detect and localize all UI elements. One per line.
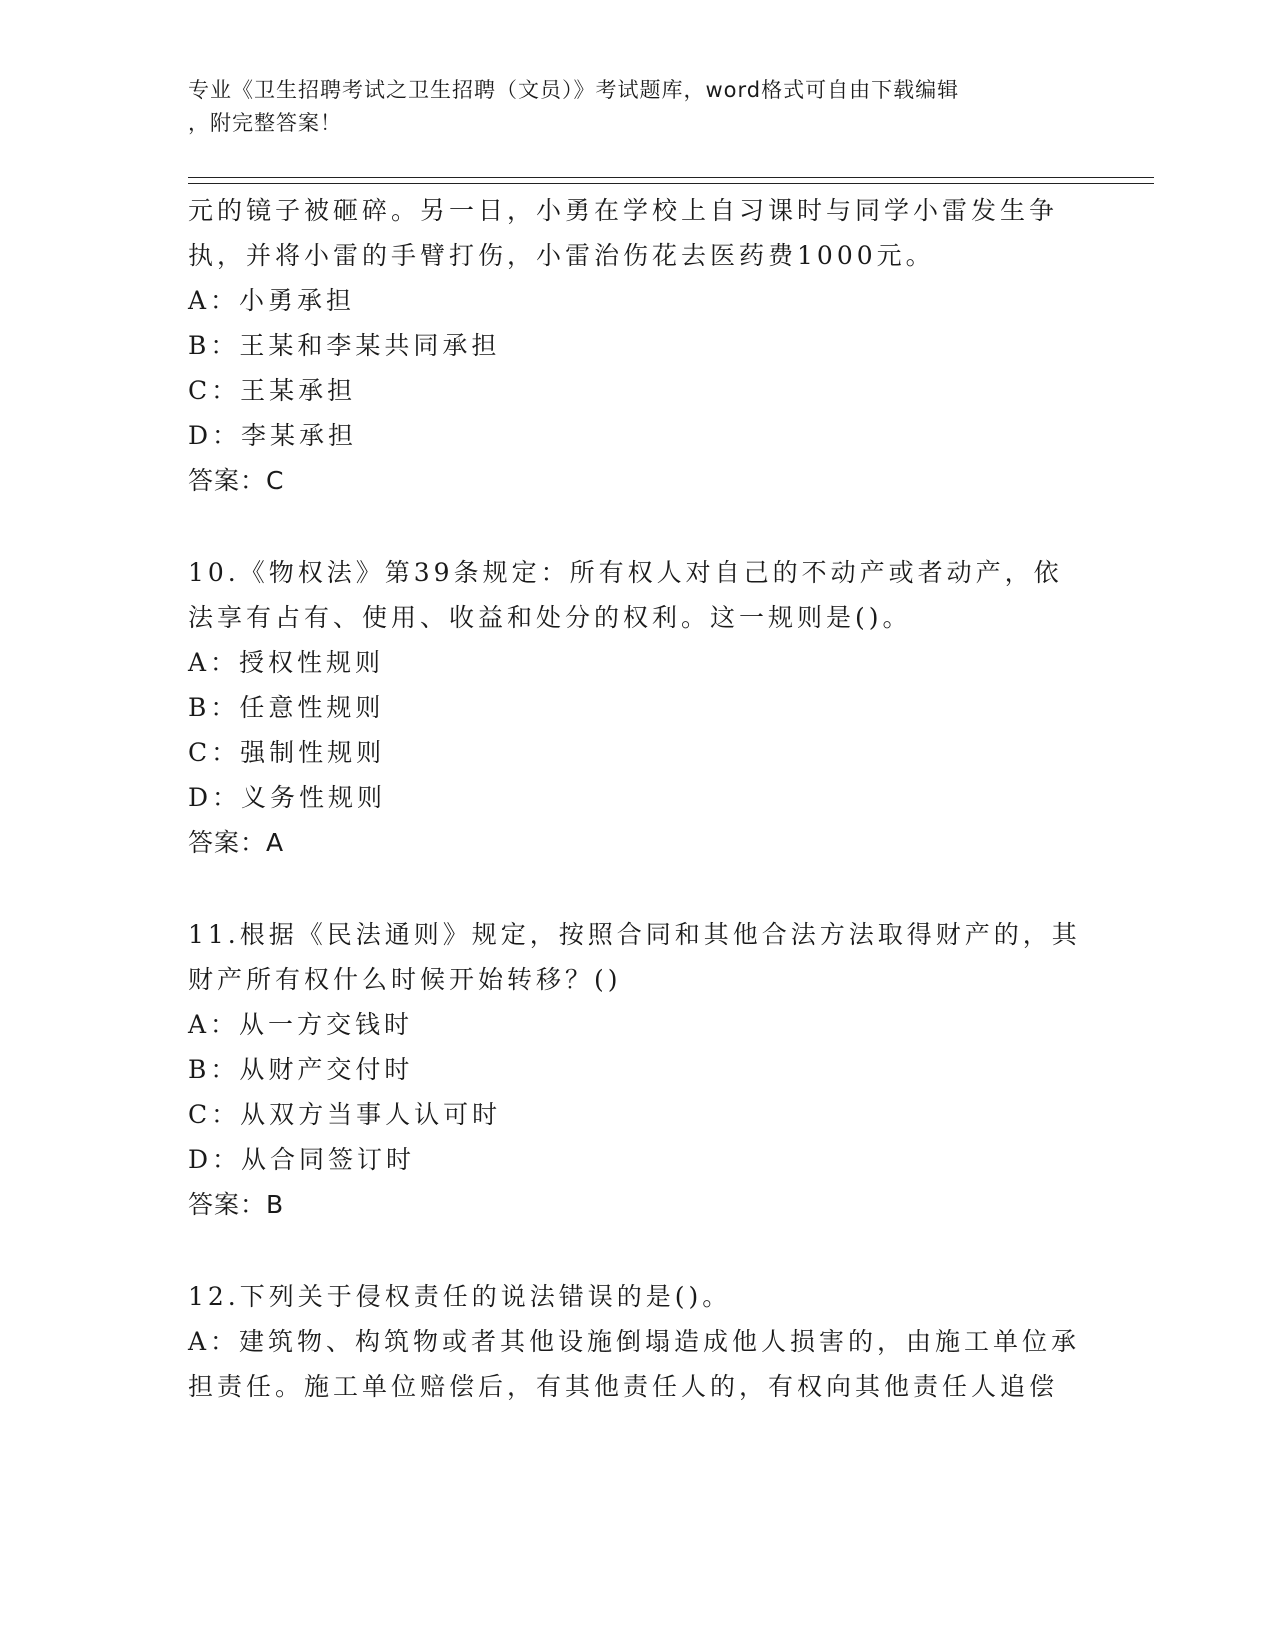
option-b: B：从财产交付时 bbox=[188, 1055, 414, 1084]
answer: 答案：C bbox=[188, 466, 285, 495]
option-a: A：授权性规则 bbox=[188, 648, 385, 677]
option-d: D：李某承担 bbox=[188, 421, 358, 450]
question-stem: 财产所有权什么时候开始转移？() bbox=[188, 965, 622, 994]
option-a: A：从一方交钱时 bbox=[188, 1010, 414, 1039]
question-stem: 12.下列关于侵权责任的说法错误的是()。 bbox=[188, 1282, 732, 1311]
question-9 bbox=[188, 188, 1068, 503]
option-a-continued: 担责任。施工单位赔偿后，有其他责任人的，有权向其他责任人追偿 bbox=[188, 1372, 1059, 1401]
header-divider-top bbox=[188, 177, 1154, 178]
answer: 答案：B bbox=[188, 1190, 285, 1219]
question-11 bbox=[188, 912, 1081, 1227]
answer: 答案：A bbox=[188, 828, 285, 857]
header-line-1: 专业《卫生招聘考试之卫生招聘（文员）》考试题库，word格式可自由下载编辑 bbox=[188, 78, 960, 102]
option-a: A：小勇承担 bbox=[188, 286, 356, 315]
option-a: A：建筑物、构筑物或者其他设施倒塌造成他人损害的，由施工单位承 bbox=[188, 1327, 1081, 1356]
option-d: D：从合同签订时 bbox=[188, 1145, 416, 1174]
question-content bbox=[188, 188, 1081, 1409]
question-stem: 法享有占有、使用、收益和处分的权利。这一规则是()。 bbox=[188, 603, 912, 632]
question-stem: 10.《物权法》第39条规定：所有权人对自己的不动产或者动产，依 bbox=[188, 558, 1063, 587]
option-b: B：任意性规则 bbox=[188, 693, 385, 722]
document-header bbox=[188, 74, 1068, 140]
question-stem: 执，并将小雷的手臂打伤，小雷治伤花去医药费1000元。 bbox=[188, 241, 935, 270]
header-line-2: ，附完整答案！ bbox=[188, 111, 342, 135]
option-d: D：义务性规则 bbox=[188, 783, 387, 812]
option-b: B：王某和李某共同承担 bbox=[188, 331, 501, 360]
question-10 bbox=[188, 550, 1068, 865]
question-12 bbox=[188, 1274, 1081, 1409]
option-c: C：从双方当事人认可时 bbox=[188, 1100, 502, 1129]
option-c: C：强制性规则 bbox=[188, 738, 386, 767]
question-stem: 11.根据《民法通则》规定，按照合同和其他合法方法取得财产的，其 bbox=[188, 920, 1081, 949]
question-stem: 元的镜子被砸碎。另一日，小勇在学校上自习课时与同学小雷发生争 bbox=[188, 196, 1059, 225]
option-c: C：王某承担 bbox=[188, 376, 357, 405]
header-divider-bottom bbox=[188, 183, 1154, 184]
